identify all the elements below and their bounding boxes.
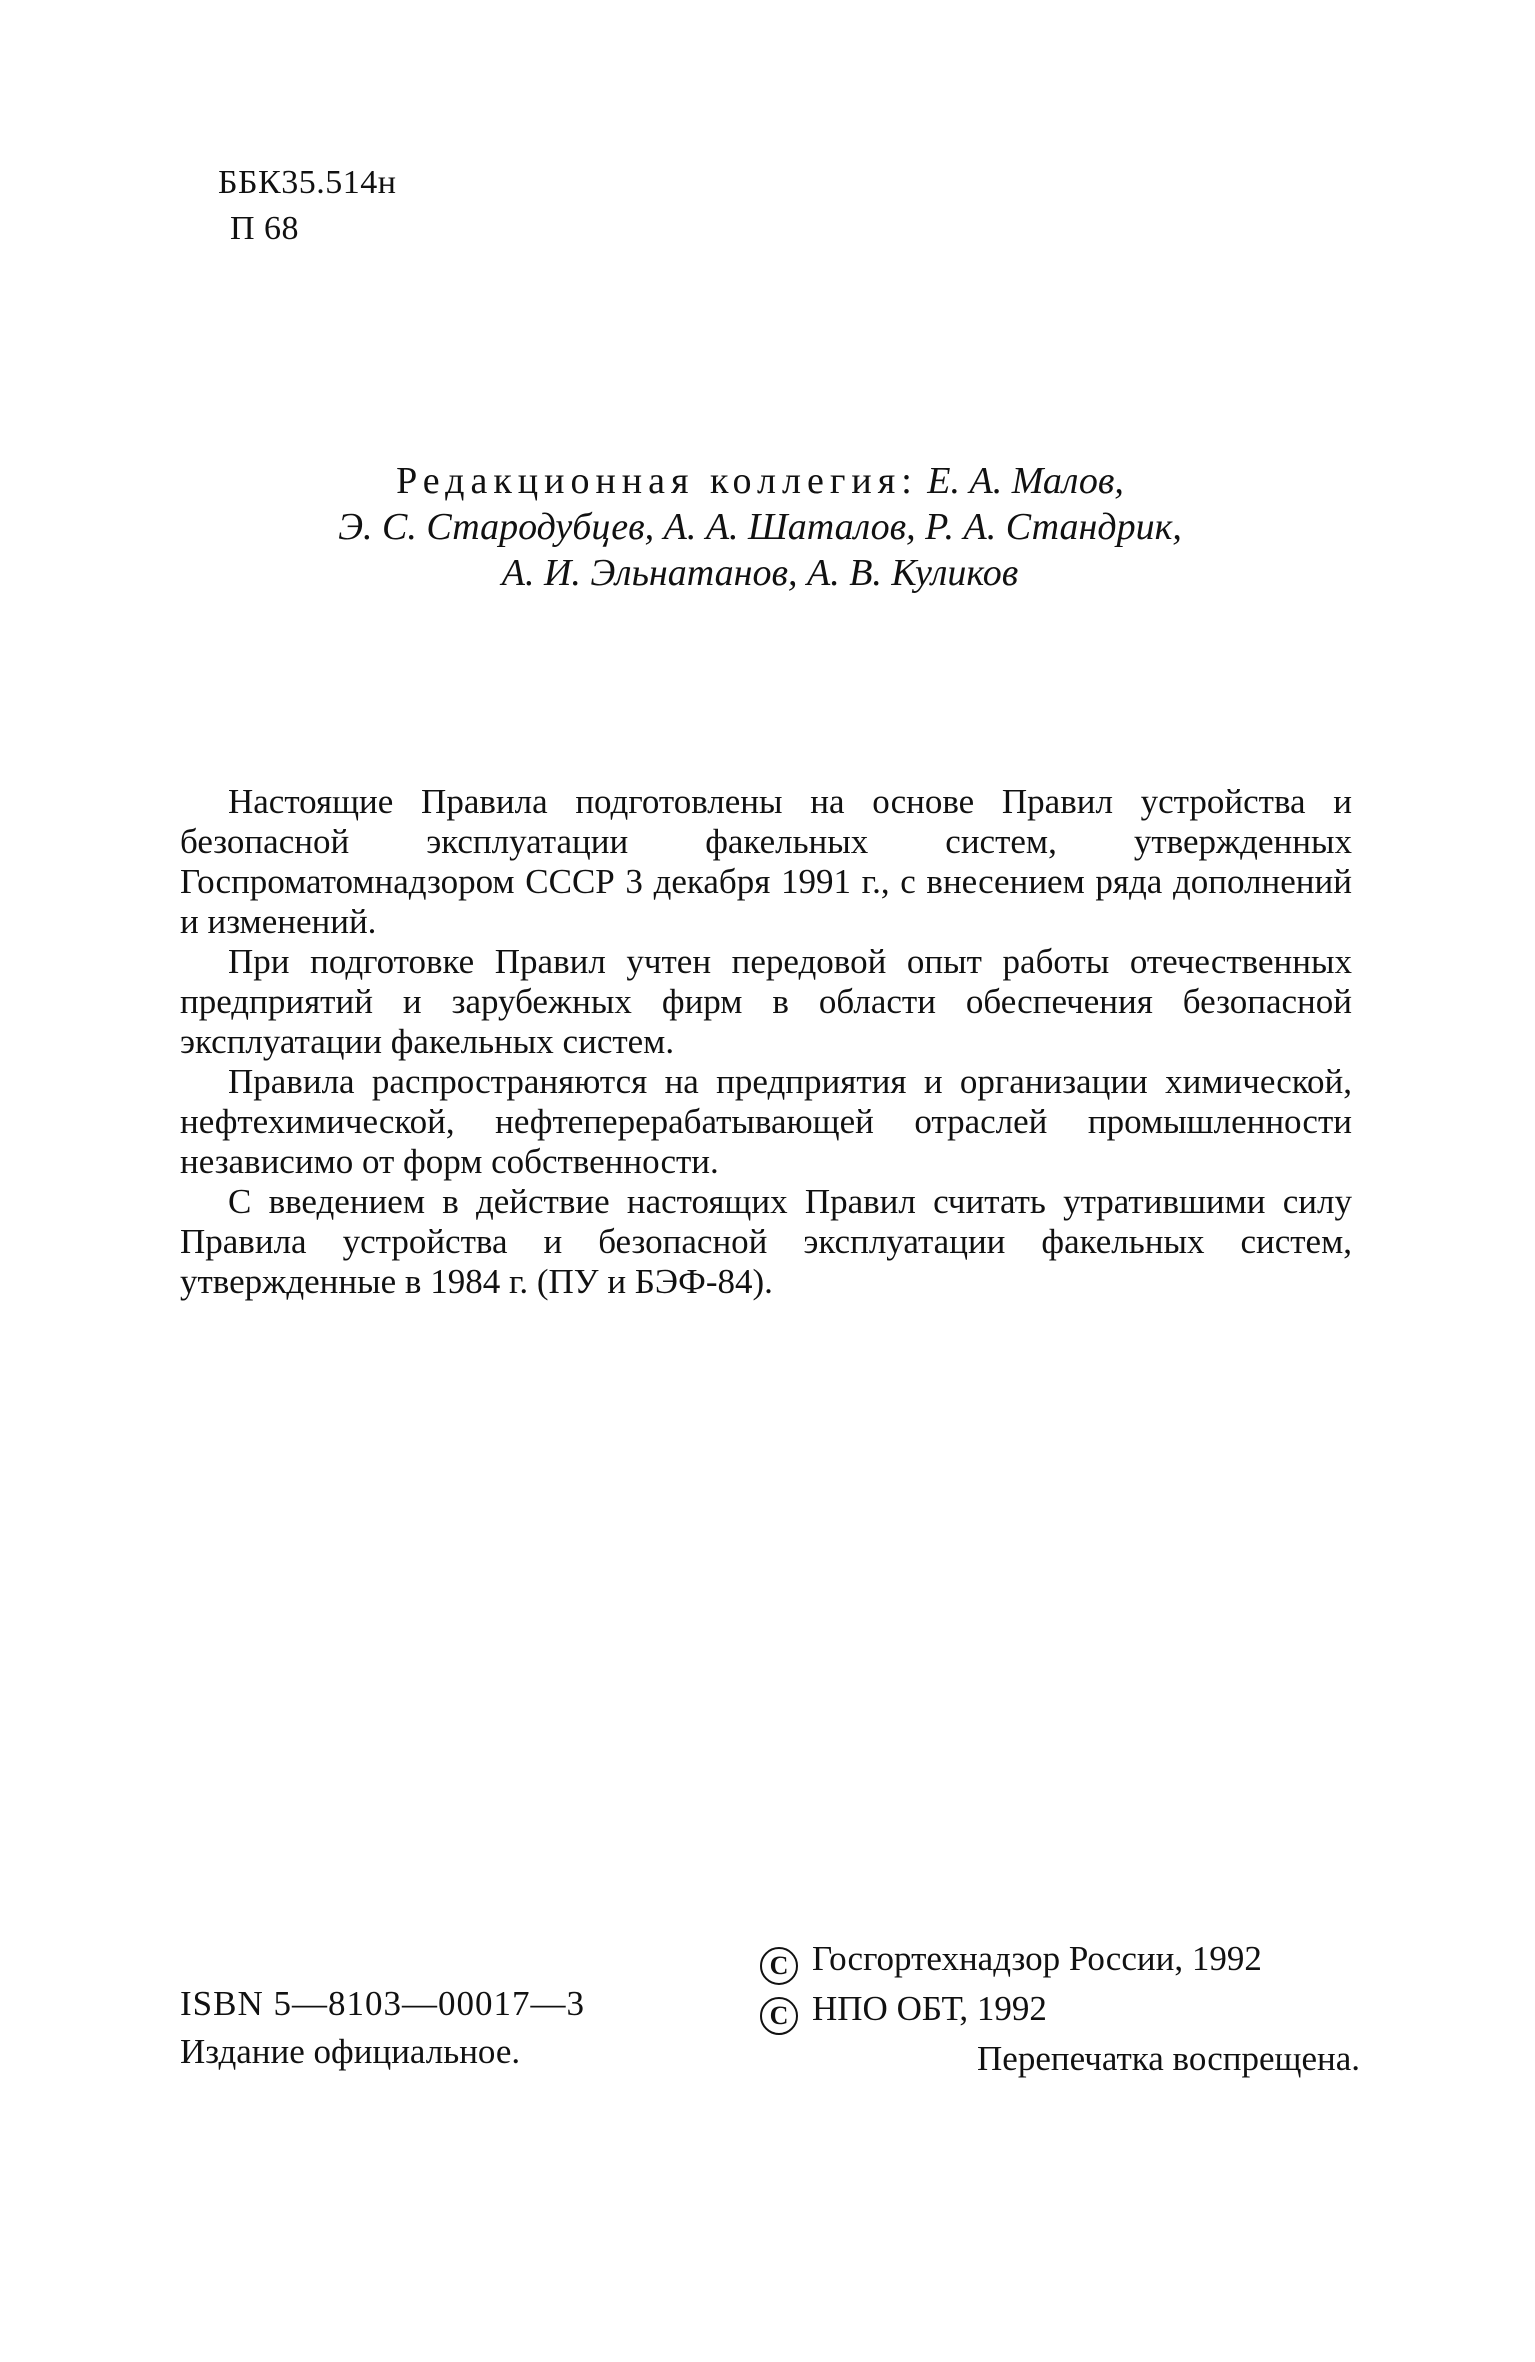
publication-info — [180, 1980, 585, 2076]
classification-block — [218, 160, 396, 252]
copyright-block — [760, 1935, 1360, 2083]
author-mark: П 68 — [230, 210, 300, 247]
editorial-board-names-2: Э. С. Стародубцев, А. А. Шаталов, Р. А. Стандрик, — [338, 506, 1182, 548]
preface-paragraph: Правила распространяются на предприятия и организации химической, нефтехимической, нефтеперерабатывающей отраслей промышленности независимо от форм собственности. — [180, 1062, 1352, 1181]
edition-note: Издание официальное. — [180, 2032, 521, 2071]
reprint-notice: Перепечатка воспрещена. — [977, 2039, 1360, 2078]
preface-paragraph: Настоящие Правила подготовлены на основе Правил устройства и безопасной эксплуатации факельных систем, утвержденных Госпроматомнадзором СССР 3 декабря 1991 г., с внесением ряда дополнений и изменений. — [180, 782, 1352, 941]
preface-paragraph: С введением в действие настоящих Правил считать утратившими силу Правила устройства и безопасной эксплуатации факельных систем, утвержденные в 1984 г. (ПУ и БЭФ-84). — [180, 1182, 1352, 1301]
editorial-line-1 — [260, 458, 1260, 504]
editorial-board-label: Редакционная коллегия: — [396, 460, 918, 502]
copyright-icon: C — [760, 1997, 798, 2035]
preface-text — [180, 782, 1352, 1302]
editorial-board — [260, 458, 1260, 596]
editorial-board-names-1: Е. А. Малов, — [927, 460, 1124, 502]
copyright-holder-2: НПО ОБТ, 1992 — [812, 1989, 1047, 2028]
preface-paragraph: При подготовке Правил учтен передовой опыт работы отечественных предприятий и зарубежных фирм в области обеспечения безопасной эксплуатации факельных систем. — [180, 942, 1352, 1061]
copyright-line-2 — [760, 1985, 1360, 2035]
isbn: ISBN 5—8103—00017—3 — [180, 1984, 585, 2023]
copyright-line-1 — [760, 1935, 1360, 1985]
copyright-holder-1: Госгортехнадзор России, 1992 — [812, 1939, 1262, 1978]
copyright-icon: C — [760, 1947, 798, 1985]
bbk-index: ББК35.514н — [218, 164, 397, 201]
editorial-board-names-3: А. И. Эльнатанов, А. В. Куликов — [501, 552, 1019, 594]
